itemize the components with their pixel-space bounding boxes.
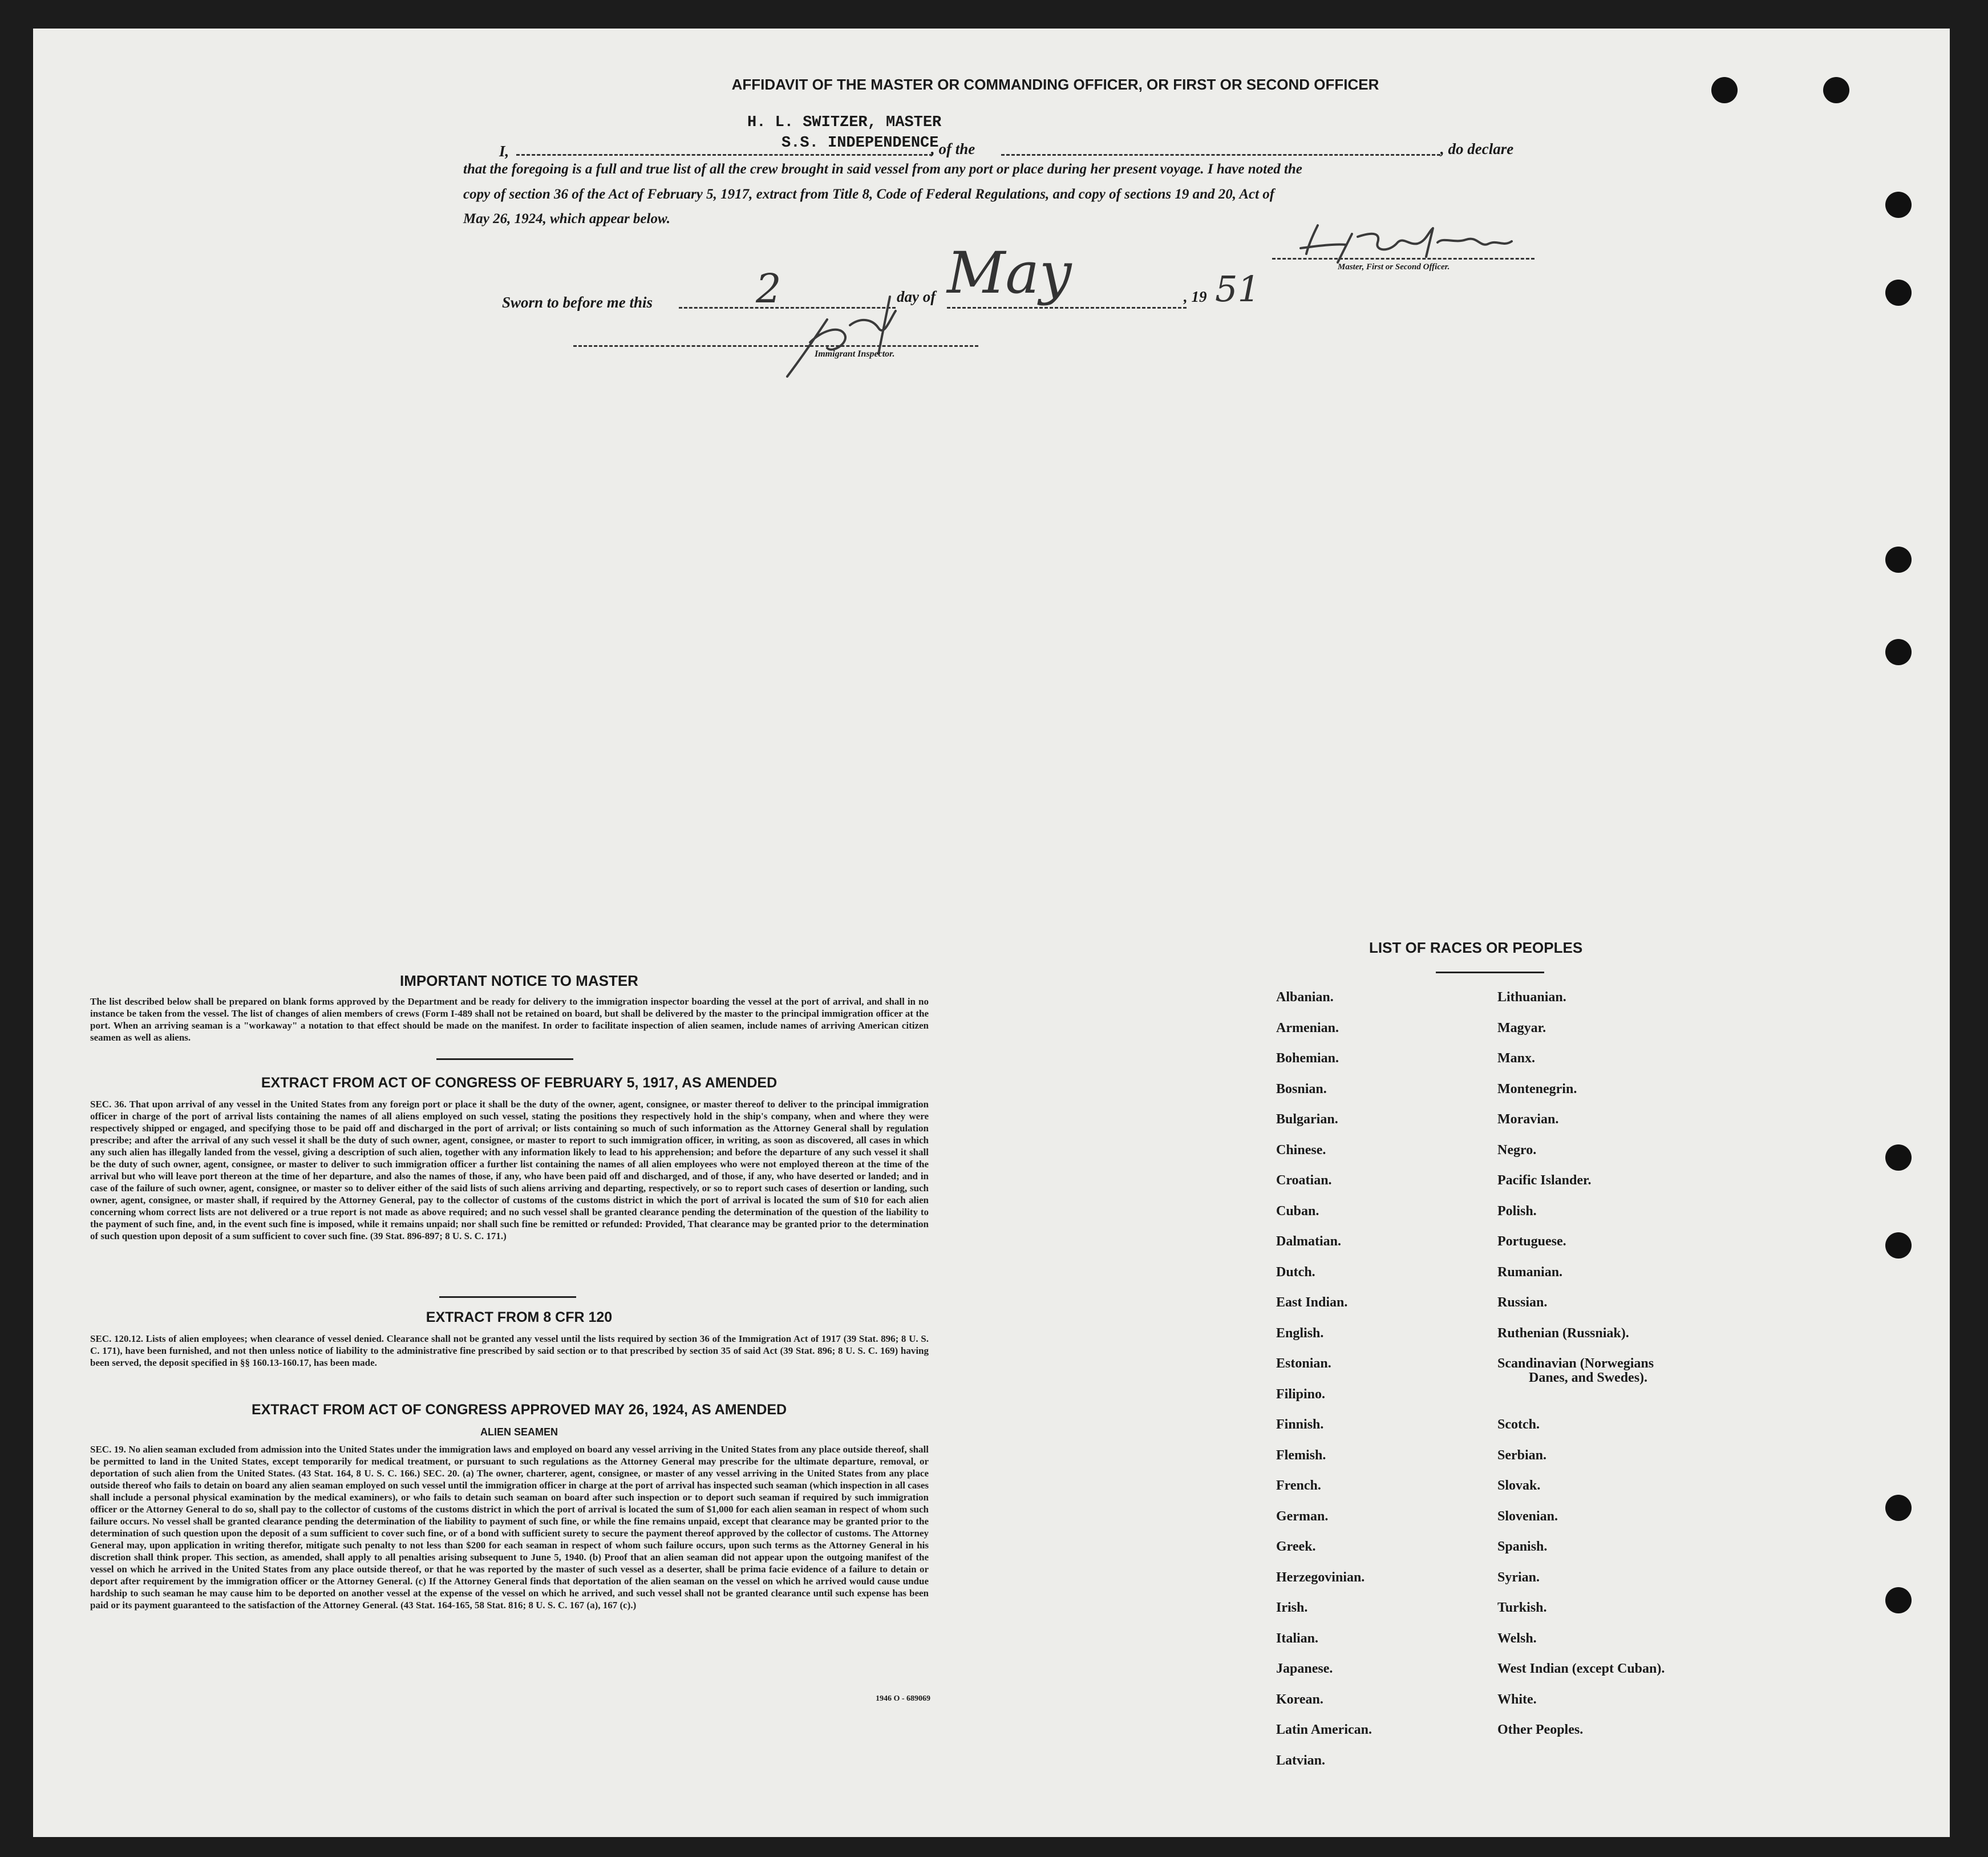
race-item: Greek. (1276, 1539, 1316, 1554)
vessel-name: S.S. INDEPENDENCE (782, 135, 939, 152)
inspector-caption: Immigrant Inspector. (815, 349, 895, 359)
race-item: Rumanian. (1497, 1265, 1563, 1280)
race-item: French. (1276, 1478, 1321, 1493)
binder-hole (1885, 1495, 1912, 1521)
race-item: Croatian. (1276, 1173, 1332, 1188)
extract-1924-subtitle: ALIEN SEAMEN (480, 1426, 558, 1438)
year-prefix: , 19 (1184, 288, 1207, 305)
extract-1917-title: EXTRACT FROM ACT OF CONGRESS OF FEBRUARY 5, 1917, AS AMENDED (261, 1075, 778, 1091)
race-item: Scandinavian (Norwegians (1497, 1356, 1654, 1371)
race-item: Moravian. (1497, 1112, 1559, 1127)
race-item: Slovenian. (1497, 1509, 1558, 1524)
extract-1924-title: EXTRACT FROM ACT OF CONGRESS APPROVED MAY 26, 1924, AS AMENDED (251, 1402, 787, 1418)
race-item: White. (1497, 1692, 1537, 1707)
divider (436, 1058, 573, 1060)
race-item: Slovak. (1497, 1478, 1541, 1493)
affidavit-body-line1: that the foregoing is a full and true list of all the crew brought in said vessel from any port or place during her present voyage. I have noted the (463, 161, 1302, 177)
notice-title: IMPORTANT NOTICE TO MASTER (400, 972, 638, 989)
sworn-label: Sworn to before me this (502, 294, 653, 311)
race-item: Montenegrin. (1497, 1082, 1577, 1097)
race-item: Scotch. (1497, 1417, 1540, 1432)
extract-cfr-title: EXTRACT FROM 8 CFR 120 (426, 1309, 613, 1325)
race-item: Ruthenian (Russniak). (1497, 1326, 1629, 1341)
day-of-label: day of (897, 288, 936, 305)
race-item: Dalmatian. (1276, 1234, 1341, 1249)
race-item: Welsh. (1497, 1631, 1537, 1646)
race-item: Lithuanian. (1497, 990, 1566, 1005)
of-the-label: , of the (931, 140, 975, 157)
master-name: H. L. SWITZER, MASTER (747, 114, 942, 131)
race-item: Irish. (1276, 1600, 1308, 1615)
race-item: English. (1276, 1326, 1324, 1341)
race-item: Danes, and Swedes). (1529, 1370, 1648, 1385)
binder-hole (1885, 1587, 1912, 1613)
race-item: Magyar. (1497, 1021, 1546, 1035)
race-item: Italian. (1276, 1631, 1319, 1646)
extract-1924-text: SEC. 19. No alien seaman excluded from admission into the United States under the immigration laws and employed on board any vessel arriving in the United States from any place outside thereof, shall be permitted to land in the United States, except temporarily for medical treatment, or pursuant to such regulations as the Attorney General may prescribe for the ultimate departure, removal, or deportation of such alien from the United States. (43 Stat. 164, 8 U. S. C. 166.) SEC. 20. (a) The owner, charterer, agent, consignee, or master of any vessel arriving in the United States from any place outside thereof who fails to detain on board any alien seaman employed on such vessel until the immigration officer in charge at the port of arrival has inspected such seaman (which inspection in all cases shall include a personal physical examination by the medical examiners), or who fails to detain such seaman on board after such inspection or to deport such seaman if required by such immigration officer or the Attorney General to do so, shall pay to the collector of customs of the customs district in which the port of arrival is located the sum of $1,000 for each alien seaman in respect of whom such failure occurs. No vessel shall be granted clearance pending the determination of the liability to payment of such fine, or while the fine remains unpaid, except that clearance may be granted prior to the determination of such question upon the deposit of a sum sufficient to cover such fine, or of a bond with sufficient surety to secure the payment thereof approved by the collector of customs. The Attorney General may, upon application in writing therefor, mitigate such penalty to not less than $200 for each seaman in respect of whom such failure occurs, upon such terms as the Attorney General in his discretion shall think proper. This section, as amended, shall apply to all penalties arising subsequent to June 5, 1940. (b) Proof that an alien seaman did not appear upon the outgoing manifest of the vessel on which he arrived in the United States from any place outside thereof, or that he was reported by the master of such vessel as a deserter, shall be prima facie evidence of a failure to detain or deport after requirement by the immigration officer or the Attorney General. (c) If the Attorney General finds that deportation of the alien seaman on the vessel on which he arrived would cause undue hardship to such seaman he may cause him to be deported on another vessel at the expense of the vessel on which he arrived, and such vessel shall not be granted clearance until such expense has been paid or its payment guaranteed to the satisfaction of the Attorney General. (43 Stat. 164-165, 58 Stat. 816; 8 U. S. C. 167 (a), 167 (c).) (90, 1444, 929, 1611)
race-item: Pacific Islander. (1497, 1173, 1592, 1188)
race-item: Turkish. (1497, 1600, 1547, 1615)
binder-hole (1885, 1144, 1912, 1171)
binder-hole (1885, 192, 1912, 218)
divider (1436, 972, 1544, 973)
race-item: West Indian (except Cuban). (1497, 1661, 1665, 1676)
race-item: Serbian. (1497, 1448, 1547, 1463)
race-item: Spanish. (1497, 1539, 1548, 1554)
inspector-signature (776, 285, 924, 382)
day-value: 2 (756, 265, 782, 312)
races-title: LIST OF RACES OR PEOPLES (1369, 939, 1583, 956)
do-declare-label: , do declare (1440, 140, 1514, 157)
affidavit-title: AFFIDAVIT OF THE MASTER OR COMMANDING OFFICER, OR FIRST OR SECOND OFFICER (731, 76, 1379, 93)
month-value: May (947, 240, 1072, 306)
race-item: Polish. (1497, 1204, 1537, 1219)
binder-hole (1885, 280, 1912, 306)
race-item: Japanese. (1276, 1661, 1333, 1676)
affidavit-body-line2: copy of section 36 of the Act of February 5, 1917, extract from Title 8, Code of Federal Regulations, and copy of sections 19 and 20, Act of (463, 187, 1275, 202)
race-item: Chinese. (1276, 1143, 1326, 1158)
divider (439, 1296, 576, 1298)
print-code: 1946 O - 689069 (876, 1694, 931, 1703)
race-item: Cuban. (1276, 1204, 1319, 1219)
race-item: Filipino. (1276, 1387, 1326, 1402)
race-item: Bosnian. (1276, 1082, 1327, 1097)
race-item: Negro. (1497, 1143, 1537, 1158)
notice-text: The list described below shall be prepared on blank forms approved by the Department and be ready for delivery to the immigration inspector boarding the vessel at the port of arrival, and shall in no instance be taken from the vessel. The list of changes of alien members of crews (Form I-489 shall not be retained on board, but shall be delivered by the master to the principal immigration officer at the port. When an arriving seaman is a "workaway" a notation to that effect should be made on the manifest. In order to facilitate inspection of alien seamen, include names of arriving American citizen seamen as well as aliens. (90, 996, 929, 1043)
binder-hole (1823, 77, 1849, 103)
race-item: East Indian. (1276, 1295, 1348, 1310)
binder-hole (1885, 1232, 1912, 1259)
race-item: Manx. (1497, 1051, 1535, 1066)
race-item: German. (1276, 1509, 1329, 1524)
binder-hole (1885, 639, 1912, 665)
race-item: Latin American. (1276, 1722, 1372, 1737)
race-item: Herzegovinian. (1276, 1570, 1365, 1585)
extract-1917-text: SEC. 36. That upon arrival of any vessel in the United States from any foreign port or place it shall be the duty of the owner, agent, consignee, or master thereof to deliver to the principal immigration officer in charge of the port of arrival lists containing the names of all aliens employed on such vessel, stating the positions they respectively hold in the ship's company, when and where they were respectively shipped or engaged, and specifying those to be paid off and discharged in the port of arrival; or lists containing so much of such information as the Attorney General shall by regulation prescribe; and after the arrival of any such vessel it shall be the duty of such owner, agent, consignee, or master to report to such immigration officer, in writing, as soon as discovered, all cases in which any such alien has illegally landed from the vessel, giving a description of such alien, together with any information likely to lead to his apprehension; and before the departure of any such vessel it shall be the duty of such owner, agent, consignee, or master to deliver to such immigration officer a further list containing the names of all alien employees who were not employed thereon at the time of the arrival but who will leave port thereon at the time of her departure, and also the names of those, if any, who have been paid off and discharged, and of those, if any, who have deserted or landed; and in case of the failure of such owner, agent, consignee, or master so to deliver either of the said lists of such aliens arriving and departing, respectively, or so to report such cases of desertion or landing, such owner, agent, consignee, or master shall, if required by the Attorney General, pay to the collector of customs of the customs district in which the port of arrival is located the sum of $10 for each alien concerning whom correct lists are not delivered or a true report is not made as above required; and no such vessel shall be granted clearance pending the determination of the question of the liability to the payment of such fine, and, in the event such fine is imposed, while it remains unpaid; nor shall such fine be remitted or refunded: Provided, That clearance may be granted prior to the determination of such question upon deposit of a sum sufficient to cover such fine. (39 Stat. 896-897; 8 U. S. C. 171.) (90, 1099, 929, 1241)
race-item: Flemish. (1276, 1448, 1326, 1463)
race-item: Estonian. (1276, 1356, 1331, 1371)
name-blank-line (516, 154, 933, 156)
race-item: Bohemian. (1276, 1051, 1339, 1066)
race-item: Russian. (1497, 1295, 1548, 1310)
race-item: Portuguese. (1497, 1234, 1566, 1249)
race-item: Dutch. (1276, 1265, 1315, 1280)
race-item: Finnish. (1276, 1417, 1324, 1432)
race-item: Korean. (1276, 1692, 1323, 1707)
race-item: Syrian. (1497, 1570, 1540, 1585)
race-item: Albanian. (1276, 990, 1334, 1005)
month-blank-line (947, 307, 1187, 309)
race-item: Bulgarian. (1276, 1112, 1338, 1127)
race-item: Other Peoples. (1497, 1722, 1584, 1737)
year-value: 51 (1215, 268, 1260, 310)
binder-hole (1885, 547, 1912, 573)
i-label: I, (499, 143, 509, 160)
affidavit-body-line3: May 26, 1924, which appear below. (463, 211, 670, 226)
extract-cfr-text: SEC. 120.12. Lists of alien employees; when clearance of vessel denied. Clearance shall not be granted any vessel until the lists required by section 36 of the Immigration Act of 1917 (39 Stat. 896; 8 U. S. C. 171), have been furnished, and not then unless notice of liability to the administrative fine prescribed by said section or to that prescribed by section 35 of said Act (39 Stat. 896; 8 U. S. C. 169) having been served, the deposit specified in §§ 160.13-160.17, has been made. (90, 1333, 929, 1368)
binder-hole (1711, 77, 1738, 103)
officer-caption: Master, First or Second Officer. (1338, 262, 1450, 272)
race-item: Latvian. (1276, 1753, 1326, 1768)
race-item: Armenian. (1276, 1021, 1339, 1035)
vessel-blank-line (1001, 154, 1440, 156)
